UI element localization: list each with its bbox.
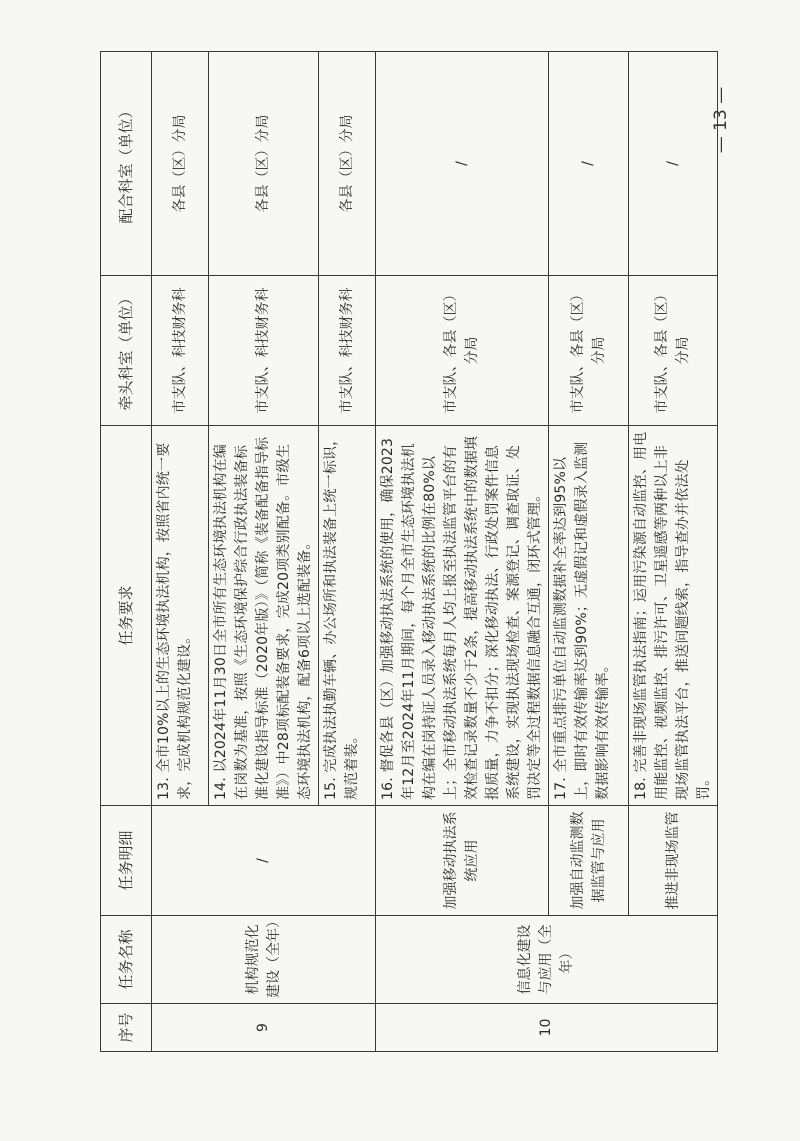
coop-cell: / bbox=[629, 52, 718, 276]
page-number bbox=[706, 70, 736, 180]
lead-cell: 市支队、各县（区）分局 bbox=[629, 276, 718, 426]
requirement-cell: 15. 完成执法执勤车辆、办公场所和执法装备上统一标识，规范着装。 bbox=[319, 426, 376, 806]
lead-cell: 市支队、各县（区）分局 bbox=[549, 276, 629, 426]
coop-cell: / bbox=[376, 52, 549, 276]
task-name: 机构规范化建设（全年） bbox=[152, 916, 376, 1004]
task-name: 信息化建设与应用（全年） bbox=[376, 916, 718, 1004]
lead-cell: 市支队、科技财务科 bbox=[209, 276, 319, 426]
lead-cell: 市支队、科技财务科 bbox=[319, 276, 376, 426]
task-table bbox=[100, 51, 718, 1052]
requirement-cell: 17. 全市重点排污单位自动监测数据补全率达到95%以上，即时有效传输率达到90%；无虚假记和虚假录入监测数据影响有效传输率。 bbox=[549, 426, 629, 806]
table-row bbox=[549, 52, 629, 1052]
requirement-cell: 16. 督促各县（区）加强移动执法系统的使用，确保2023年12月至2024年11月期间，每个月全市生态环境执法机构在编在岗持证人员录入移动执法系统的比例在80%以上；全市移动执法系统每月人均上报至执法监管平台的有效检查记录数量不少于2条，提高移动执法系统中的数据填报质量，力争不扣分；深化移动执法、行政处罚案件信息系统建设，实现执法现场检查、案源登记、调查取证、处罚决定等全过程数据信息融合互通，闭环式管理。 bbox=[376, 426, 549, 806]
requirement-cell: 18. 完善非现场监管执法指南；运用污染源自动监控、用电用能监控、视频监控、排污许可、卫星遥感等两种以上非现场监管执法平台，推送问题线索，指导查办并依法处罚。 bbox=[629, 426, 718, 806]
task-detail: 推进非现场监管 bbox=[629, 806, 718, 916]
header-task-detail: 任务明细 bbox=[101, 806, 152, 916]
header-lead: 牵头科室（单位） bbox=[101, 276, 152, 426]
header-task-name: 任务名称 bbox=[101, 916, 152, 1004]
task-detail: 加强自动监测数据监管与应用 bbox=[549, 806, 629, 916]
coop-cell: 各县（区）分局 bbox=[209, 52, 319, 276]
requirement-cell: 13. 全市10%以上的生态环境执法机构，按照省内统一要求，完成机构规范化建设。 bbox=[152, 426, 209, 806]
task-detail: 加强移动执法系统应用 bbox=[376, 806, 549, 916]
header-no: 序号 bbox=[101, 1004, 152, 1052]
header-requirement: 任务要求 bbox=[101, 426, 152, 806]
table-row bbox=[629, 52, 718, 1052]
requirement-cell: 14. 以2024年11月30日全市所有生态环境执法机构在编在岗数为基准，按照《生态环境保护综合行政执法装备标准化建设指导标准（2020年版）》（简称《装备配备指导标准》）中28项标配装备要求，完成20项类别配备。市级生态环境执法机构，配备6项以上选配装备。 bbox=[209, 426, 319, 806]
header-coop: 配合科室（单位） bbox=[101, 52, 152, 276]
coop-cell: / bbox=[549, 52, 629, 276]
coop-cell: 各县（区）分局 bbox=[152, 52, 209, 276]
lead-cell: 市支队、科技财务科 bbox=[152, 276, 209, 426]
task-detail: / bbox=[152, 806, 376, 916]
table-row bbox=[152, 52, 209, 1052]
rotated-table-frame bbox=[100, 52, 712, 1052]
table-header-row bbox=[101, 52, 152, 1052]
row-number: 9 bbox=[152, 1004, 376, 1052]
page-number-text: — 13 — bbox=[711, 86, 731, 154]
table-row bbox=[376, 52, 549, 1052]
coop-cell: 各县（区）分局 bbox=[319, 52, 376, 276]
row-number: 10 bbox=[376, 1004, 718, 1052]
lead-cell: 市支队、各县（区）分局 bbox=[376, 276, 549, 426]
